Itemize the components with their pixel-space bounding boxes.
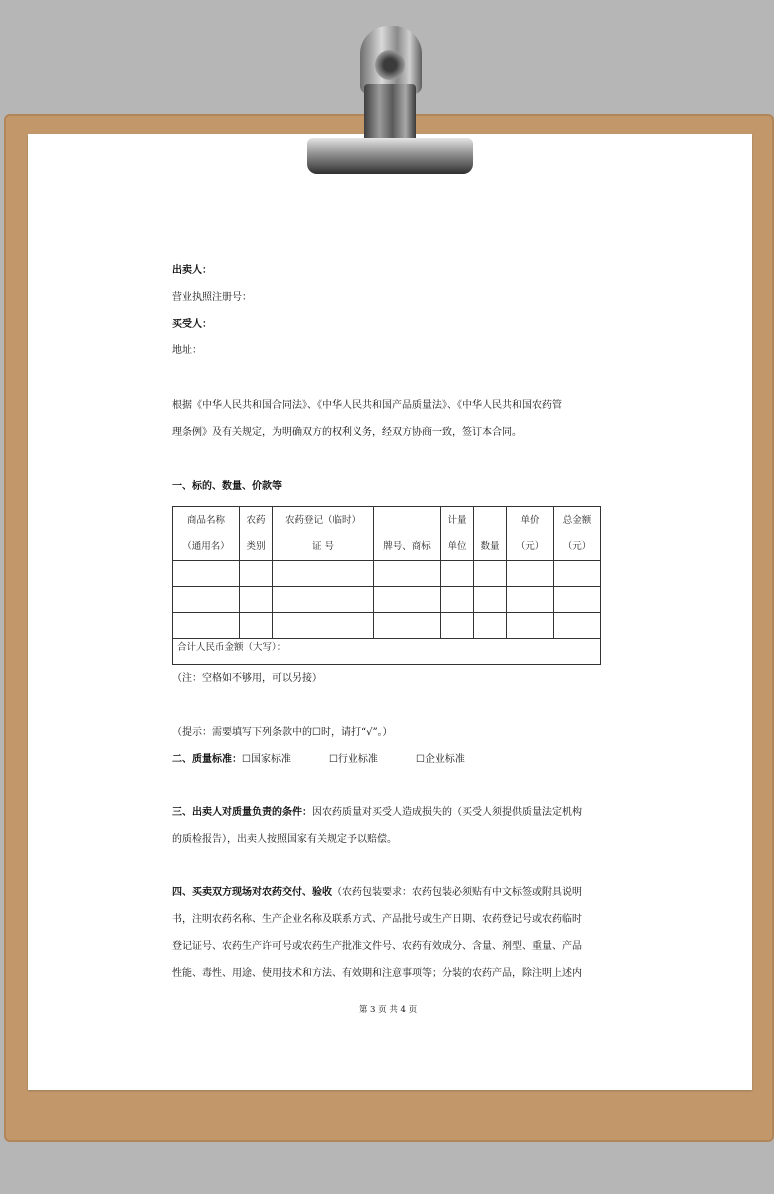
- section4-line1: 四、买卖双方现场对农药交付、验收（农药包装要求：农药包装必须贴有中文标签或附具说明: [172, 887, 582, 898]
- quality-option-industry[interactable]: ☐行业标准: [328, 754, 378, 765]
- quality-option-national[interactable]: ☐国家标准: [242, 754, 291, 765]
- section4-line2: 书，注明农药名称、生产企业名称及联系方式、产品批号或生产日期、农药登记号或农药临时: [172, 914, 582, 925]
- seller-label: 出卖人：: [172, 265, 212, 276]
- goods-table-header: [173, 507, 601, 561]
- table-row: [173, 587, 601, 613]
- buyer-label: 买受人：: [172, 319, 212, 330]
- section4-line3: 登记证号、农药生产许可号或农药生产批准文件号、农药有效成分、含量、剂型、重量、产品: [172, 941, 582, 952]
- header-pesticide-type: 农药 类别: [240, 507, 273, 561]
- table-row: [173, 613, 601, 639]
- section2-title: 二、质量标准：: [172, 754, 242, 765]
- goods-table: [172, 506, 601, 665]
- binder-clip-hole: [375, 50, 405, 80]
- section4-line4: 性能、毒性、用途、使用技术和方法、有效期和注意事项等；分装的农药产品，除注明上述内: [172, 968, 582, 979]
- table-total-row: [173, 639, 601, 665]
- header-unit: 计量 单位: [441, 507, 474, 561]
- license-label: 营业执照注册号：: [172, 292, 252, 303]
- table-note: （注：空格如不够用，可以另接）: [172, 673, 322, 684]
- header-total-amount: 总金额 （元）: [554, 507, 601, 561]
- address-label: 地址：: [172, 345, 202, 356]
- quality-standard-line: [172, 753, 465, 767]
- header-product-name: 商品名称 （通用名）: [173, 507, 240, 561]
- header-unit-price: 单价 （元）: [507, 507, 554, 561]
- section3-line1: 三、出卖人对质量负责的条件：因农药质量对买受人造成损失的（买受人须提供质量法定机构: [172, 807, 582, 818]
- preamble-line2: 理条例》及有关规定，为明确双方的权利义务，经双方协商一致，签订本合同。: [172, 427, 522, 438]
- binder-clip-base: [307, 138, 473, 174]
- preamble-line1: 根据《中华人民共和国合同法》、《中华人民共和国产品质量法》、《中华人民共和国农药管: [172, 400, 562, 411]
- page-footer: 第 3 页 共 4 页: [358, 1005, 418, 1015]
- section3-title: 三、出卖人对质量负责的条件：: [172, 807, 312, 818]
- binder-clip-lever: [364, 84, 416, 146]
- header-registration-no: 农药登记（临时） 证 号: [273, 507, 374, 561]
- header-quantity: 数量: [474, 507, 507, 561]
- section3-line2: 的质检报告），出卖人按照国家有关规定予以赔偿。: [172, 834, 397, 845]
- table-row: [173, 561, 601, 587]
- header-brand: 牌号、商标: [374, 507, 441, 561]
- total-amount-label[interactable]: 合计人民币金额（大写）：: [173, 639, 601, 665]
- hint-text: （提示：需要填写下列条款中的☐时，请打“√”。）: [172, 727, 393, 738]
- quality-option-enterprise[interactable]: ☐企业标准: [415, 754, 465, 765]
- section4-title: 四、买卖双方现场对农药交付、验收: [172, 887, 332, 898]
- section1-title: 一、标的、数量、价款等: [172, 481, 282, 492]
